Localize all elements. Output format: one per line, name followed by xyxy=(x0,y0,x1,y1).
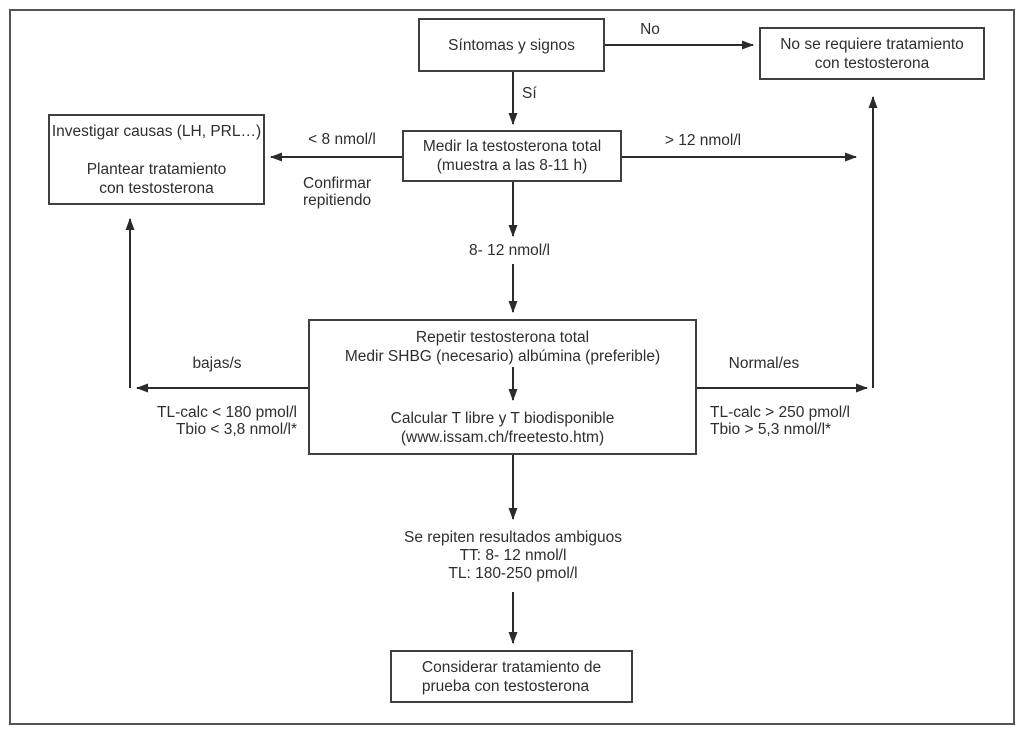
node-no-se-requiere-tratamiento xyxy=(759,27,985,80)
edge-label-bajas: bajas/s xyxy=(192,355,242,372)
text-line: TL: 180-250 pmol/l xyxy=(448,565,578,582)
node-text: Repetir testosterona total xyxy=(415,329,590,346)
node-text-block xyxy=(310,328,695,366)
node-text: Considerar tratamiento de xyxy=(421,658,602,676)
edge-label-line: Tbio < 3,8 nmol/l* xyxy=(175,421,297,438)
edge-label-normal-values xyxy=(710,404,850,438)
edge-label-line: TL-calc > 250 pmol/l xyxy=(710,404,850,421)
edge-label-normales: Normal/es xyxy=(728,355,800,372)
node-text: con testosterona xyxy=(99,179,214,197)
edge-label-confirmar-repitiendo xyxy=(303,175,371,209)
edge-label-above-12-nmol: > 12 nmol/l xyxy=(664,132,742,149)
edge-label-line: repitiendo xyxy=(303,192,372,209)
text-line: TT: 8- 12 nmol/l xyxy=(459,547,567,564)
node-sintomas-y-signos xyxy=(418,18,605,72)
node-text: Síntomas y signos xyxy=(448,36,575,54)
node-investigar-causas xyxy=(48,114,265,205)
node-text-block xyxy=(422,658,601,696)
node-text: (muestra a las 8-11 h) xyxy=(436,157,588,174)
node-considerar-tratamiento xyxy=(390,650,633,703)
node-text: Plantear tratamiento xyxy=(86,160,227,178)
edge-label-si: Sí xyxy=(522,85,537,102)
node-text-block xyxy=(310,409,695,447)
node-text: Calcular T libre y T biodisponible xyxy=(390,410,615,427)
edge-label-line: TL-calc < 180 pmol/l xyxy=(157,404,297,421)
edge-label-below-8-nmol: < 8 nmol/l xyxy=(308,131,376,148)
node-text: Investigar causas (LH, PRL…) xyxy=(51,122,262,140)
edge-label-low-values xyxy=(147,404,297,438)
node-text: Medir SHBG (necesario) albúmina (preferible) xyxy=(344,348,661,365)
edge-label-8-12-nmol: 8- 12 nmol/l xyxy=(469,242,550,259)
text-line: Se repiten resultados ambiguos xyxy=(404,529,622,546)
text-resultados-ambiguos xyxy=(393,529,633,583)
edge-label-no: No xyxy=(640,21,660,38)
node-text: (www.issam.ch/freetesto.htm) xyxy=(400,429,605,446)
node-text: No se requiere tratamiento xyxy=(780,35,964,53)
edge-label-line: Confirmar xyxy=(303,175,372,192)
node-repetir-testosterona xyxy=(308,319,697,455)
edge-label-line: Tbio > 5,3 nmol/l* xyxy=(710,421,832,438)
node-text: prueba con testosterona xyxy=(421,677,590,695)
node-medir-testosterona-total xyxy=(402,130,622,182)
node-text: con testosterona xyxy=(814,54,930,72)
node-text: Medir la testosterona total xyxy=(422,138,602,155)
